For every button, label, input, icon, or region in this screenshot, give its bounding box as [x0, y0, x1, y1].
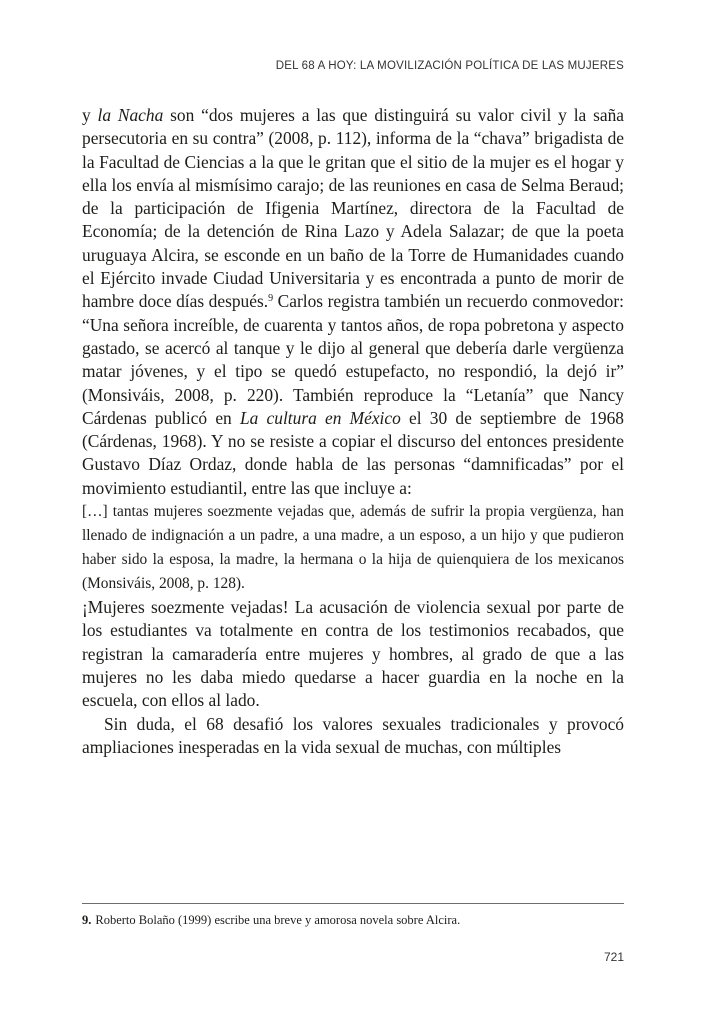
block-quote: […] tantas mujeres soezmente vejadas que, además de sufrir la propia vergüenza, han llenado de indignación a un padre, a una madre, a un esposo, a un hijo y que pudieron haber sido la esposa, la madre, la hermana o la hija de quienquiera de los mexicanos (Monsiváis, 2008, p. 128).	[82, 503, 624, 593]
italic-publication-title: La cultura en México	[239, 407, 401, 428]
paragraph-1-part-1: son “dos mujeres a las que distinguirá su valor civil y la saña persecutoria en su contra” (2008, p. 112), informa de la “chava” brigadista de la Facultad de Ciencias a la que le gritan que el sitio de la mujer es el hogar y ella los envía al mismísimo carajo; de las reuniones en casa de Selma Beraud; de la participación de Ifigenia Martínez, directora de la Facultad de Economía; de la detención de Rina Lazo y Adela Salazar; de que la poeta uruguaya Alcira, se esconde en un baño de la Torre de Humanidades cuando el Ejército invade Ciudad Universitaria y es encontrada a punto de morir de hambre doce días después.	[82, 105, 624, 312]
paragraph-3: Sin duda, el 68 desafió los valores sexuales tradicionales y provocó ampliaciones inesperadas en la vida sexual de muchas, con múltiples	[82, 713, 624, 757]
paragraph-1-lead: y	[82, 105, 98, 125]
footnote	[82, 912, 624, 928]
footnote-number: 9.	[82, 913, 92, 927]
paragraph-2: ¡Mujeres soezmente vejadas! La acusación de violencia sexual por parte de los estudiantes va totalmente en contra de los testimonios recabados, que registran la camaradería entre mujeres y hombres, al grado de que a las mujeres no les daba miedo quedarse a hacer guardia en la noche en la escuela, con ellos al lado.	[82, 597, 624, 711]
italic-name: la Nacha	[97, 105, 164, 125]
footnote-text: Roberto Bolaño (1999) escribe una breve y amorosa novela sobre Alcira.	[95, 913, 461, 927]
paragraph-1	[82, 104, 624, 500]
page-number: 721	[603, 950, 624, 964]
paragraph-1-part-3: el 30 de septiembre de 1968 (Cárdenas, 1968). Y no se resiste a copiar el discurso del entonces presidente Gustavo Díaz Ordaz, donde habla de las personas “damnificadas” por el movimiento estudiantil, entre las que incluye a:	[82, 407, 624, 498]
running-header: DEL 68 A HOY: LA MOVILIZACIÓN POLÍTICA DE LAS MUJERES	[275, 60, 624, 72]
footnote-divider	[82, 903, 624, 904]
footnote-reference[interactable]: 9	[268, 293, 274, 305]
paragraph-1-part-2: Carlos registra también un recuerdo conmovedor: “Una señora increíble, de cuarenta y tantos años, de ropa pobretona y aspecto gastado, se acercó al tanque y le dijo al general que debería darle vergüenza matar jóvenes, y el tipo se quedó estupefacto, no respondió, la dejó ir” (Monsiváis, 2008, p. 220). También reproduce la “Letanía” que Nancy Cárdenas publicó en	[82, 291, 624, 428]
main-text	[82, 104, 624, 759]
